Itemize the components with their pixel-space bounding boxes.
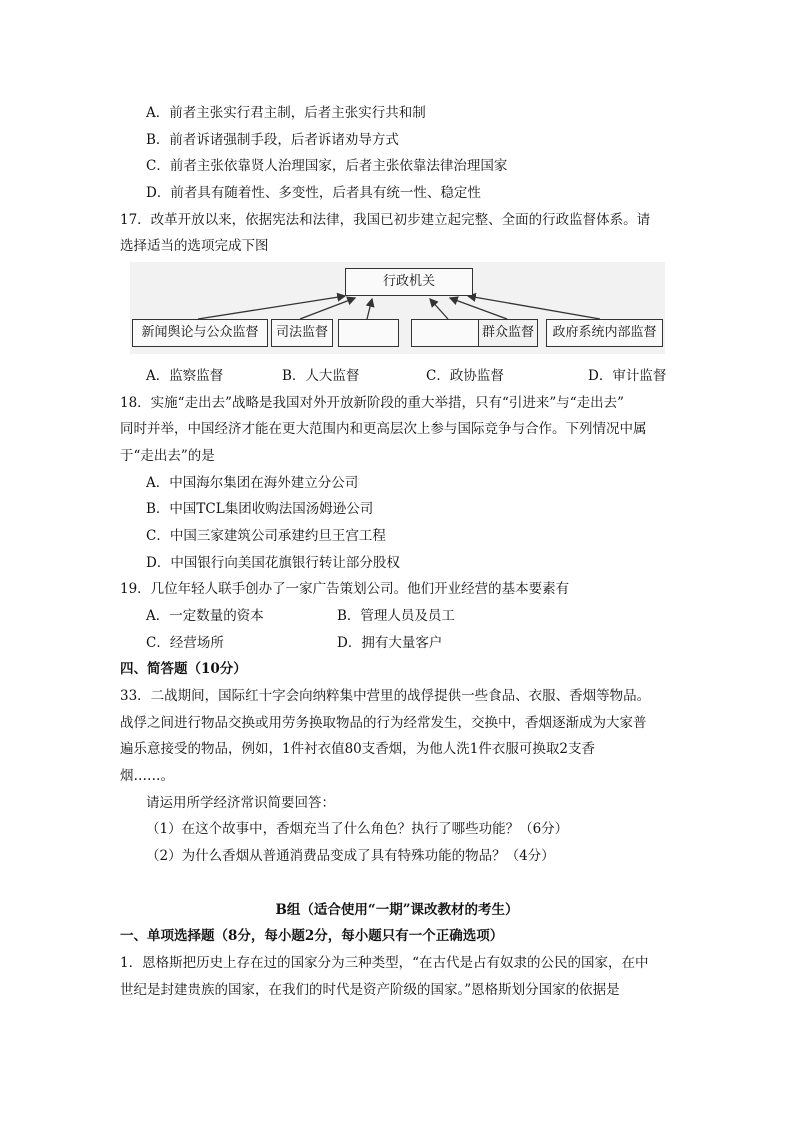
q16-option-a: A．前者主张实行君主制，后者主张实行共和制 (146, 105, 426, 121)
group-b-section1-title: 一、单项选择题（8分，每小题2分，每小题只有一个正确选项） (120, 928, 504, 944)
q19-stem: 19．几位年轻人联手创办了一家广告策划公司。他们开业经营的基本要素有 (120, 581, 570, 597)
q17-stem-line1: 17．改革开放以来，依据宪法和法律，我国已初步建立起完整、全面的行政监督体系。请 (120, 212, 651, 228)
q16-option-c: C．前者主张依靠贤人治理国家，后者主张依靠法律治理国家 (146, 158, 508, 174)
diagram-box-media: 新闻舆论与公众监督 (132, 319, 268, 347)
q33-line3: 遍乐意接受的物品，例如，1件衬衣值80支香烟，为他人洗1件衣服可换取2支香 (120, 741, 595, 757)
q17-option-b: B．人大监督 (282, 368, 360, 384)
group-b-q1-line1: 1．恩格斯把历史上存在过的国家分为三种类型，“在古代是占有奴隶的公民的国家，在中 (120, 955, 649, 971)
diagram-box-blank-2[interactable] (411, 319, 487, 347)
group-b-q1-line2: 世纪是封建贵族的国家，在我们的时代是资产阶级的国家。”恩格斯划分国家的依据是 (120, 982, 620, 998)
diagram-center-box: 行政机关 (345, 268, 473, 296)
diagram-box-internal: 政府系统内部监督 (546, 319, 663, 347)
diagram-box-mass: 群众监督 (478, 319, 538, 347)
group-b-title: B组（适合使用“一期”课改教材的考生） (275, 902, 519, 918)
q18-option-b: B．中国TCL集团收购法国汤姆逊公司 (146, 501, 374, 517)
q18-option-c: C．中国三家建筑公司承建约旦王宫工程 (146, 528, 386, 544)
q18-stem-line3: 于“走出去”的是 (120, 448, 215, 464)
q33-prompt: 请运用所学经济常识简要回答： (146, 795, 335, 811)
q18-option-a: A．中国海尔集团在海外建立分公司 (146, 475, 359, 491)
supervision-diagram (130, 262, 665, 354)
q19-option-a: A．一定数量的资本 (146, 608, 264, 624)
q17-option-a: A．监察监督 (146, 368, 224, 384)
q17-stem-line2: 选择适当的选项完成下图 (120, 238, 269, 254)
diagram-box-blank-1[interactable] (338, 319, 399, 347)
q33-line1: 33．二战期间，国际红十字会向纳粹集中营里的战俘提供一些食品、衣服、香烟等物品。 (120, 688, 651, 704)
q33-sub1: （1）在这个故事中，香烟充当了什么角色？执行了哪些功能？（6分） (146, 821, 569, 837)
q33-line4: 烟……。 (120, 768, 174, 784)
q33-sub2: （2）为什么香烟从普通消费品变成了具有特殊功能的物品？（4分） (146, 848, 555, 864)
q18-option-d: D．中国银行向美国花旗银行转让部分股权 (146, 555, 400, 571)
diagram-box-judicial: 司法监督 (271, 319, 333, 347)
q16-option-d: D．前者具有随着性、多变性，后者具有统一性、稳定性 (146, 185, 481, 201)
section4-title: 四、简答题（10分） (120, 661, 247, 677)
q33-line2: 战俘之间进行物品交换或用劳务换取物品的行为经常发生，交换中，香烟逐渐成为大家普 (120, 715, 647, 731)
q17-option-c: C．政协监督 (426, 368, 504, 384)
q19-option-b: B．管理人员及员工 (337, 608, 455, 624)
q17-option-d: D．审计监督 (588, 368, 667, 384)
q16-option-b: B．前者诉诸强制手段，后者诉诸劝导方式 (146, 132, 399, 148)
q18-stem-line2: 同时并举，中国经济才能在更大范围内和更高层次上参与国际竞争与合作。下列情况中属 (120, 421, 647, 437)
q19-option-d: D．拥有大量客户 (337, 635, 443, 651)
q19-option-c: C．经营场所 (146, 635, 224, 651)
q18-stem-line1: 18．实施“走出去”战略是我国对外开放新阶段的重大举措，只有“引进来”与“走出去” (120, 395, 625, 411)
